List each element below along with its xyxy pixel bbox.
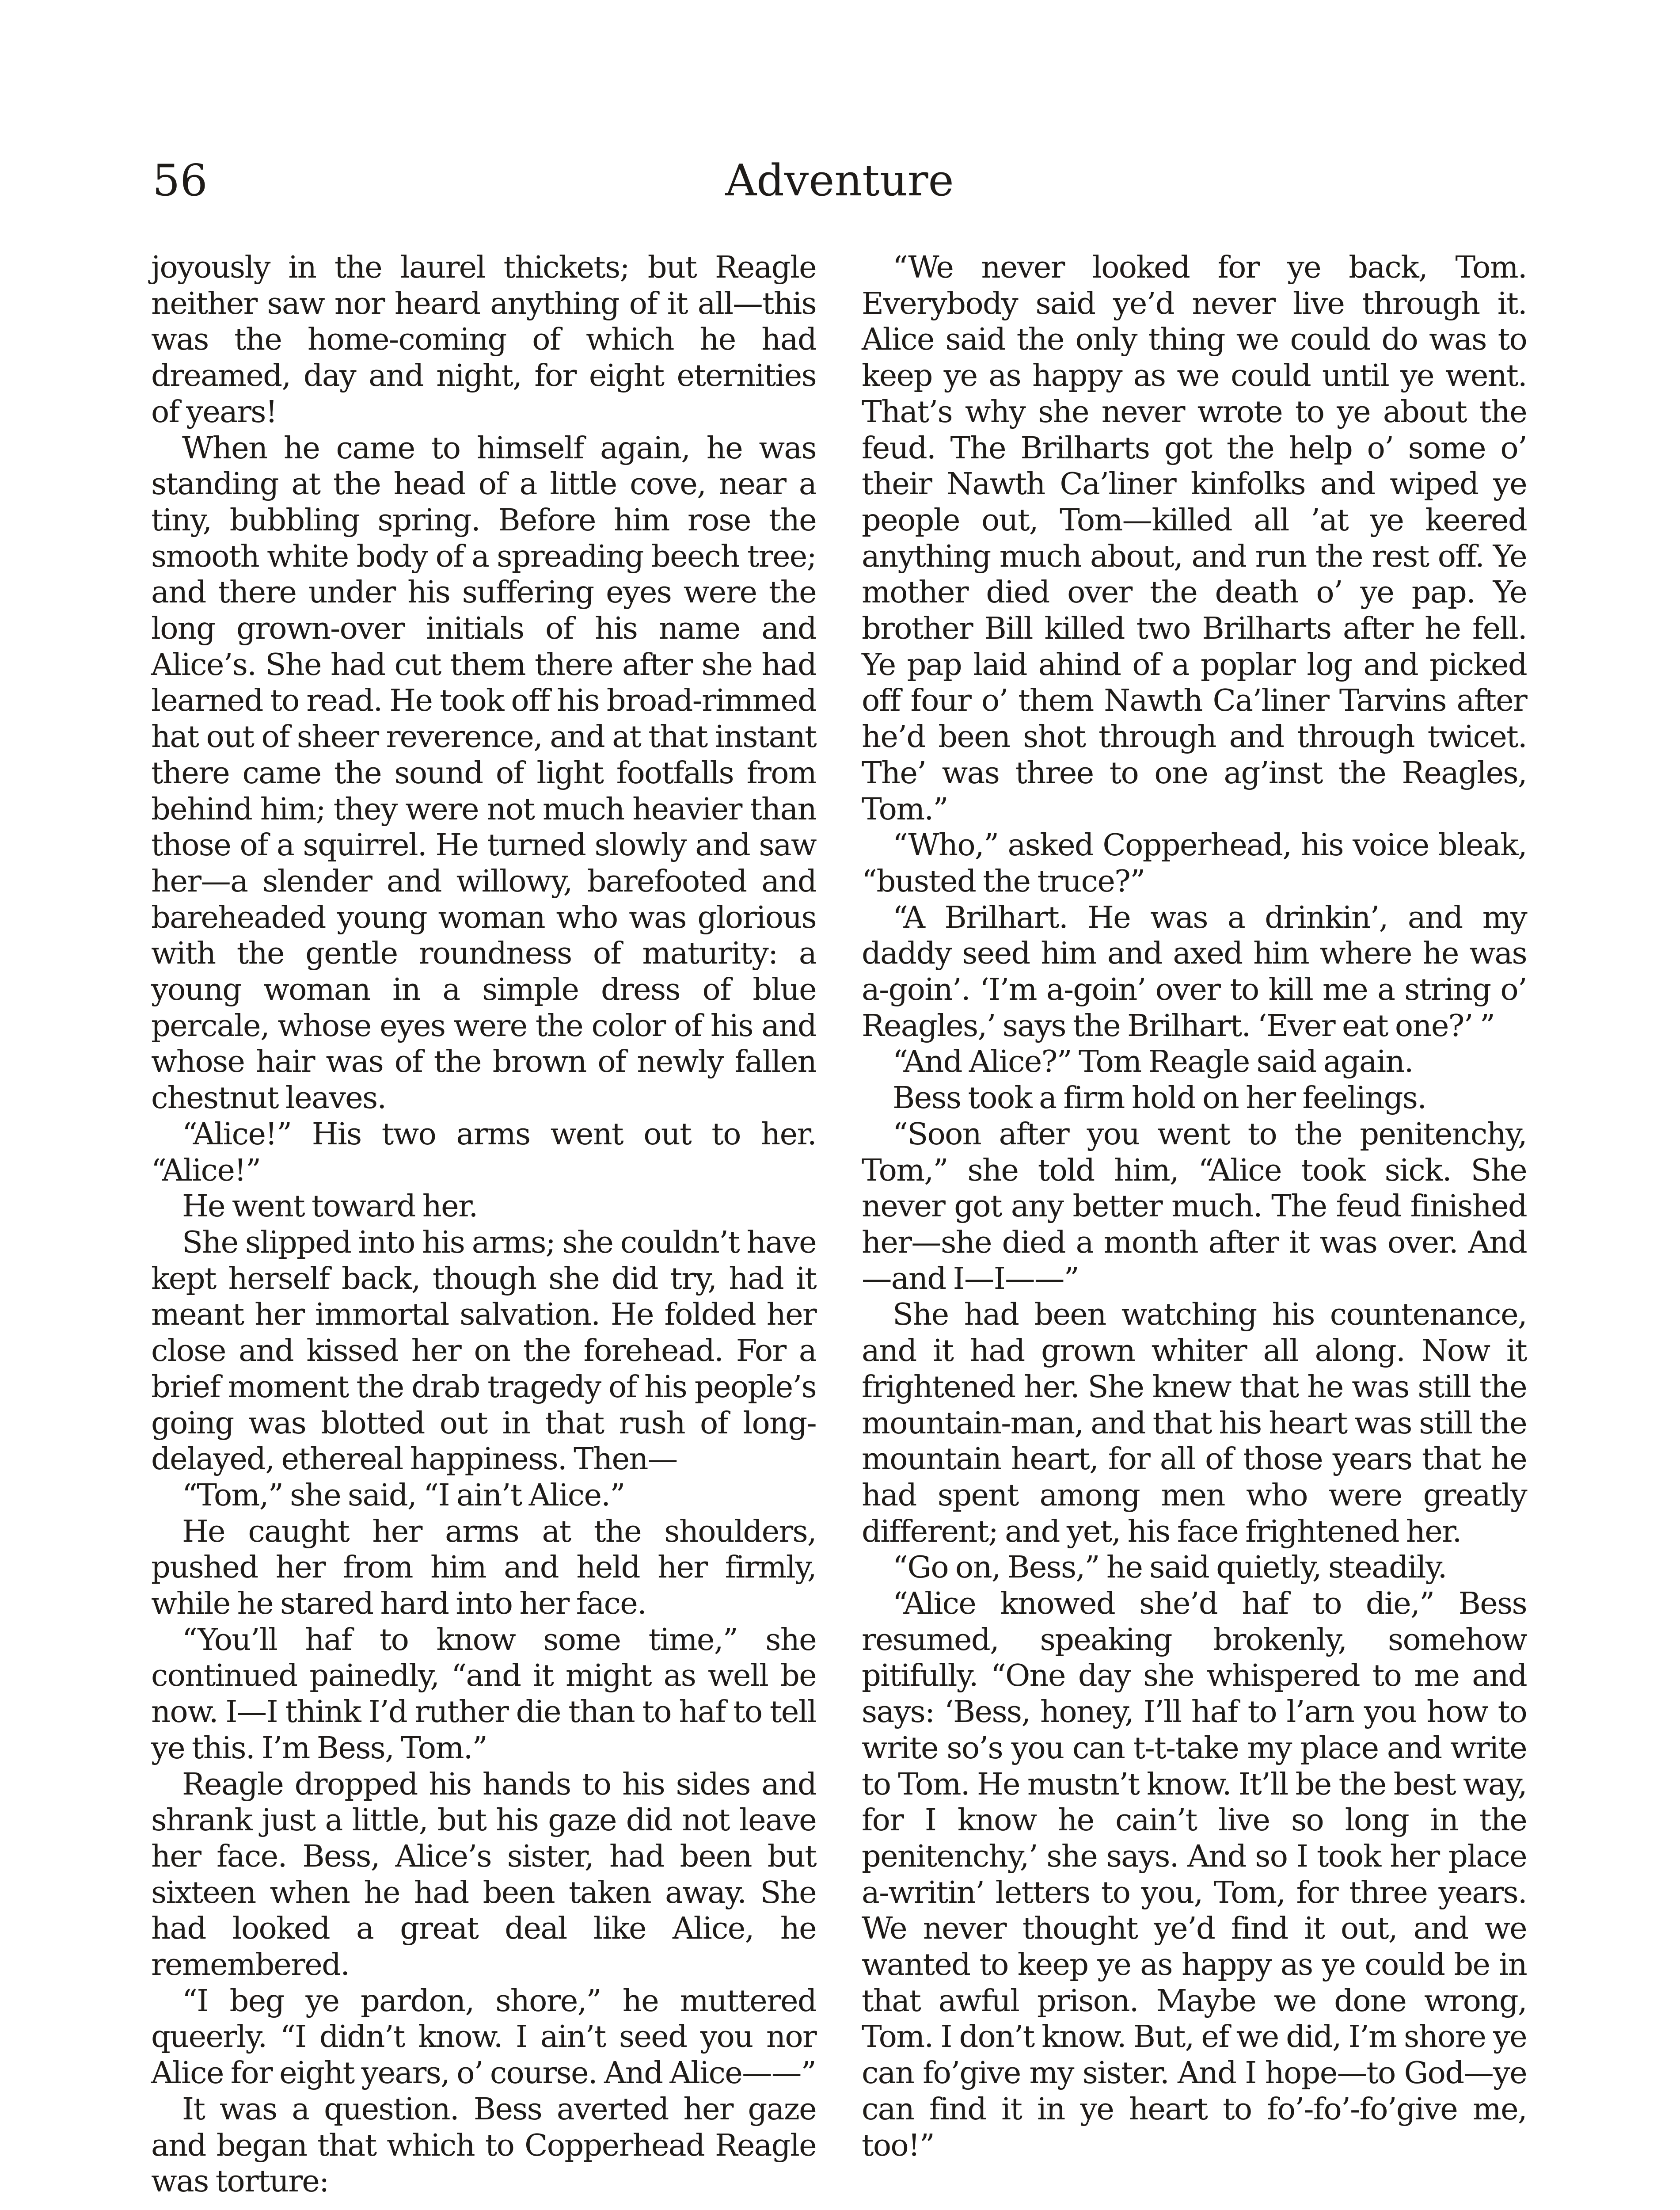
right-text-column: [862, 250, 1527, 2164]
paragraph: She slipped into his arms; she couldn’t have kept herself back, though she did try, had it meant her immortal salvation. He folded her close and kissed her on the forehead. For a brief moment the drab tragedy of his people’s going was blotted out in that rush of long-delayed, ethereal happiness. Then—: [151, 1224, 816, 1477]
paragraph: “And Alice?” Tom Reagle said again.: [893, 1044, 1413, 1080]
paragraph: When he came to himself again, he was standing at the head of a little cove, near a tiny, bubbling spring. Before him rose the smooth white body of a spreading beech tree; and there under his suffering eyes were the long grown-over initials of his name and Alice’s. She had cut them there after she had learned to read. He took off his broad-rimmed hat out of sheer reverence, and at that instant there came the sound of light footfalls from behind him; they were not much heavier than those of a squirrel. He turned slowly and saw her—a slender and willowy, barefooted and bareheaded young woman who was glorious with the gentle roundness of maturity: a young woman in a simple dress of blue percale, whose eyes were the color of his and whose hair was of the brown of newly fallen chestnut leaves.: [151, 430, 816, 1116]
paragraph: Reagle dropped his hands to his sides and shrank just a little, but his gaze did not leave her face. Bess, Alice’s sister, had been but sixteen when he had been taken away. She had looked a great deal like Alice, he remembered.: [151, 1766, 816, 1983]
paragraph: “A Brilhart. He was a drinkin’, and my daddy seed him and axed him where he was a-goin’. ‘I’m a-goin’ over to kill me a string o’ Reagles,’ says the Brilhart. ‘Ever eat one?’ ”: [862, 899, 1527, 1044]
paragraph: “Alice knowed she’d haf to die,” Bess resumed, speaking brokenly, somehow pitifully. “One day she whispered to me and says: ‘Bess, honey, I’ll haf to l’arn you how to write so’s you can t-t-take my place and write to Tom. He mustn’t know. It’ll be the best way, for I know he cain’t live so long in the penitenchy,’ she says. And so I took her place a-writin’ letters to you, Tom, for three years. We never thought ye’d find it out, and we wanted to keep ye as happy as ye could be in that awful prison. Maybe we done wrong, Tom. I don’t know. But, ef we did, I’m shore ye can fo’give my sister. And I hope—to God—ye can find it in ye heart to fo’-fo’-fo’give me, too!”: [862, 1586, 1527, 2163]
paragraph: “Alice!” His two arms went out to her. “Alice!”: [151, 1116, 816, 1188]
running-head-title: Adventure: [725, 156, 954, 206]
paragraph: It was a question. Bess averted her gaze and began that which to Copperhead Reagle was torture:: [151, 2091, 816, 2199]
page-number: 56: [152, 156, 208, 206]
paragraph: Bess took a firm hold on her feelings.: [893, 1080, 1426, 1116]
paragraph: He caught her arms at the shoulders, pushed her from him and held her firmly, while he stared hard into her face.: [151, 1513, 816, 1622]
paragraph: “Who,” asked Copperhead, his voice bleak, “busted the truce?”: [862, 827, 1527, 899]
paragraph: “Tom,” she said, “I ain’t Alice.”: [182, 1477, 625, 1513]
paragraph: “I beg ye pardon, shore,” he muttered queerly. “I didn’t know. I ain’t seed you nor Alice for eight years, o’ course. And Alice——”: [151, 1983, 816, 2091]
paragraph: He went toward her.: [182, 1189, 478, 1224]
paragraph: “You’ll haf to know some time,” she continued painedly, “and it might as well be now. I—I think I’d ruther die than to haf to tell ye this. I’m Bess, Tom.”: [151, 1622, 816, 1766]
paragraph: joyously in the laurel thickets; but Reagle neither saw nor heard anything of it all—this was the home-coming of which he had dreamed, day and night, for eight eternities of years!: [151, 250, 816, 430]
paragraph: “Go on, Bess,” he said quietly, steadily.: [893, 1550, 1447, 1585]
paragraph: “Soon after you went to the penitenchy, Tom,” she told him, “Alice took sick. She never got any better much. The feud finished her—she died a month after it was over. And—and I—I——”: [862, 1116, 1527, 1296]
paragraph: She had been watching his countenance, and it had grown whiter all along. Now it frightened her. She knew that he was still the mountain-man, and that his heart was still the mountain heart, for all of those years that he had spent among men who were greatly different; and yet, his face frightened her.: [862, 1297, 1527, 1549]
left-text-column: [151, 250, 816, 2200]
paragraph: “We never looked for ye back, Tom. Everybody said ye’d never live through it. Alice said the only thing we could do was to keep ye as happy as we could until ye went. That’s why she never wrote to ye about the feud. The Brilharts got the help o’ some o’ their Nawth Ca’liner kinfolks and wiped ye people out, Tom—killed all ’at ye keered anything much about, and run the rest off. Ye mother died over the death o’ ye pap. Ye brother Bill killed two Brilharts after he fell. Ye pap laid ahind of a poplar log and picked off four o’ them Nawth Ca’liner Tarvins after he’d been shot through and through twicet. The’ was three to one ag’inst the Reagles, Tom.”: [862, 250, 1527, 827]
